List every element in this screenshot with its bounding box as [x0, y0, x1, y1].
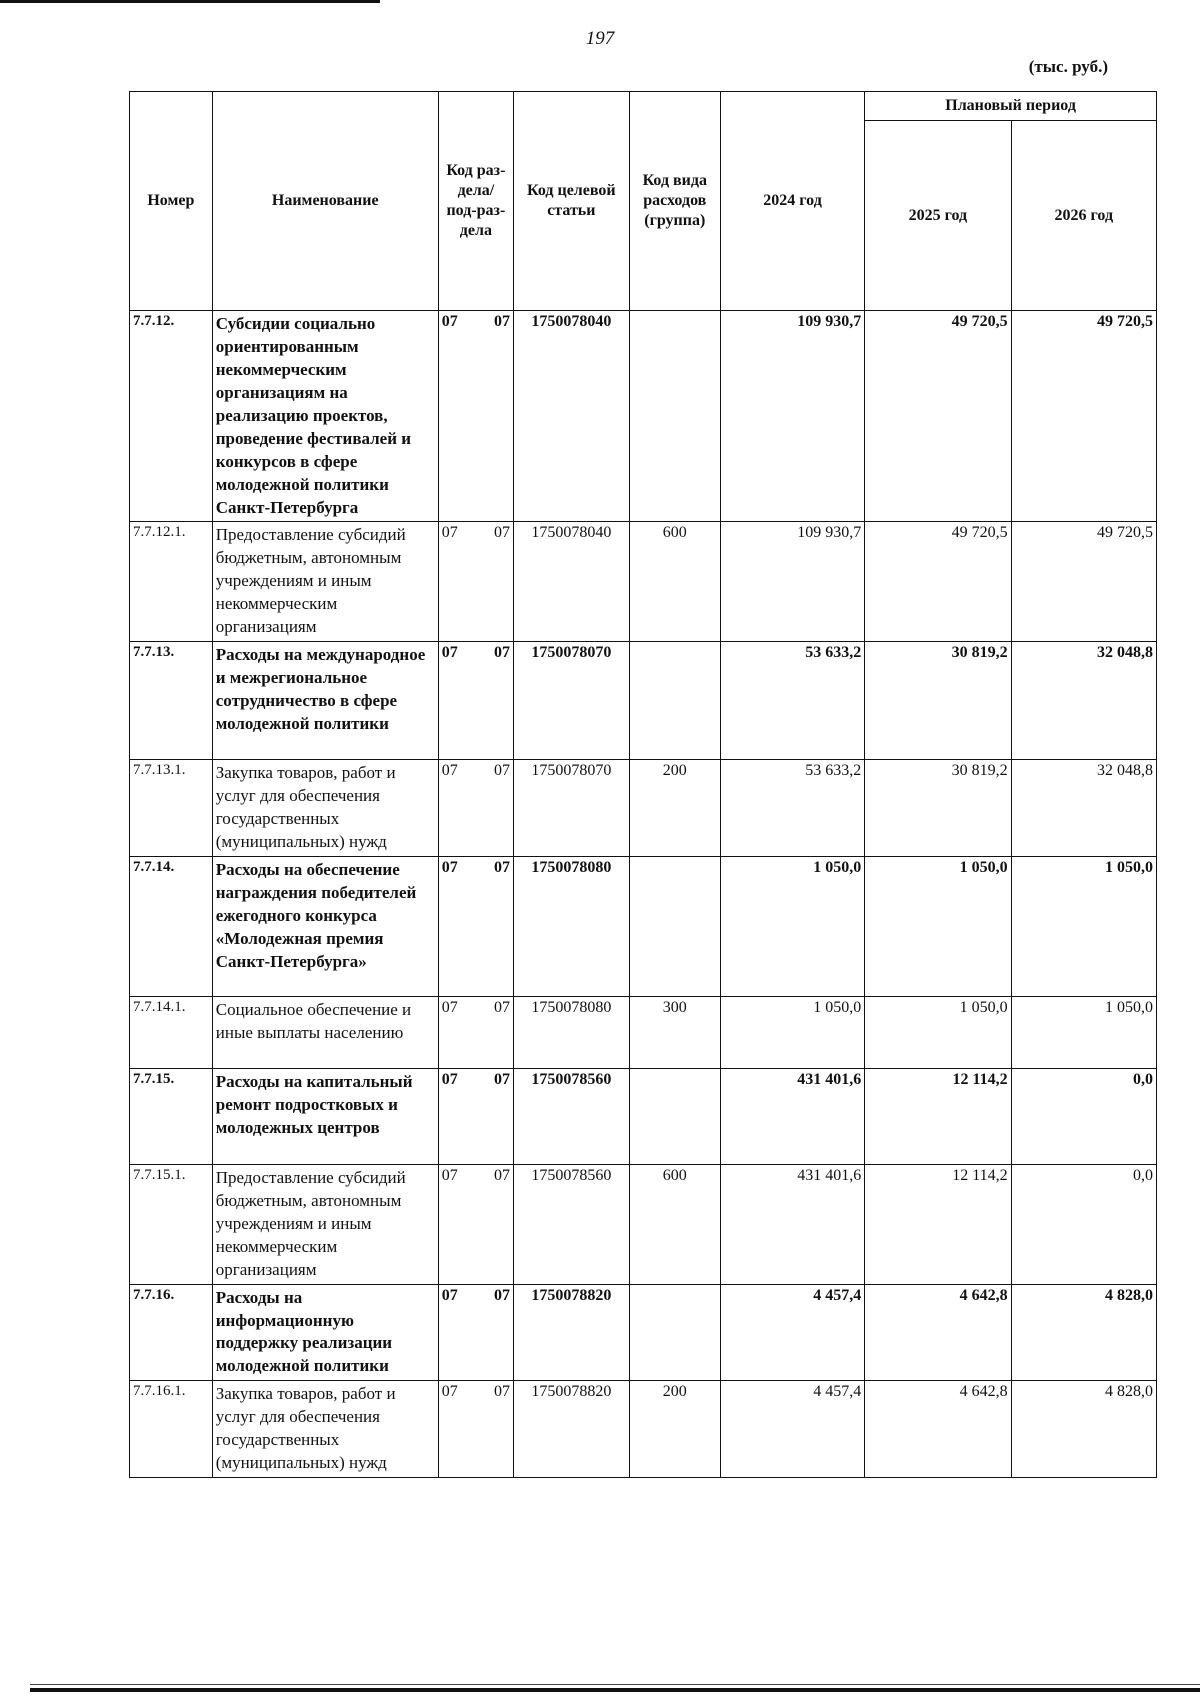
row-number: 7.7.15.	[130, 1068, 213, 1164]
row-section-code	[438, 1284, 513, 1381]
table-row	[130, 1284, 1157, 1381]
row-value-2025: 49 720,5	[865, 311, 1011, 522]
row-number: 7.7.14.1.	[130, 996, 213, 1068]
table-row	[130, 856, 1157, 996]
row-section-code	[438, 856, 513, 996]
row-expense-group	[629, 856, 720, 996]
budget-table	[129, 91, 1157, 1478]
bottom-rule-thin	[30, 1684, 1200, 1685]
header-year-2024: 2024 год	[720, 92, 864, 311]
row-expense-group	[629, 311, 720, 522]
header-number: Номер	[130, 92, 213, 311]
row-value-2024: 109 930,7	[720, 522, 864, 642]
row-section: 07	[441, 524, 458, 542]
row-section-code	[438, 522, 513, 642]
row-subsection: 07	[494, 1070, 511, 1088]
row-name: Расходы на международное и межрегиональное сотрудничество в сфере молодежной политики	[212, 642, 438, 760]
row-number: 7.7.12.1.	[130, 522, 213, 642]
row-value-2025: 4 642,8	[865, 1284, 1011, 1381]
row-expense-group: 200	[629, 760, 720, 857]
bottom-rule	[30, 1688, 1200, 1692]
row-section-code	[438, 1068, 513, 1164]
row-value-2026: 4 828,0	[1011, 1284, 1156, 1381]
row-expense-group: 600	[629, 1164, 720, 1284]
row-value-2026: 1 050,0	[1011, 856, 1156, 996]
table-row	[130, 760, 1157, 857]
row-section: 07	[441, 313, 458, 330]
row-value-2025: 12 114,2	[865, 1164, 1011, 1284]
row-name: Расходы на обеспечение награждения победителей ежегодного конкурса «Молодежная премия Санкт-Петербурга»	[212, 856, 438, 996]
row-subsection: 07	[494, 1383, 511, 1401]
row-name: Закупка товаров, работ и услуг для обеспечения государственных (муниципальных) нужд	[212, 1381, 438, 1478]
row-value-2024: 431 401,6	[720, 1164, 864, 1284]
row-target-code: 1750078040	[514, 522, 630, 642]
row-name: Субсидии социально ориентированным некоммерческим организациям на реализацию проектов, проведение фестивалей и конкурсов в сфере молодежной политики Санкт-Петербурга	[212, 311, 438, 522]
row-expense-group: 200	[629, 1381, 720, 1478]
row-section: 07	[441, 1070, 458, 1088]
top-rule	[0, 0, 380, 3]
row-section-code	[438, 760, 513, 857]
row-target-code: 1750078070	[514, 642, 630, 760]
row-subsection: 07	[494, 644, 511, 662]
row-number: 7.7.14.	[130, 856, 213, 996]
row-number: 7.7.16.1.	[130, 1381, 213, 1478]
row-value-2025: 1 050,0	[865, 996, 1011, 1068]
header-year-2026: 2026 год	[1011, 121, 1156, 311]
row-name: Расходы на капитальный ремонт подростковых и молодежных центров	[212, 1068, 438, 1164]
row-value-2024: 4 457,4	[720, 1381, 864, 1478]
row-value-2025: 12 114,2	[865, 1068, 1011, 1164]
row-section-code	[438, 996, 513, 1068]
header-target-code: Код целевой статьи	[514, 92, 630, 311]
row-section: 07	[441, 1166, 458, 1184]
row-section-code	[438, 311, 513, 522]
row-subsection: 07	[494, 762, 511, 780]
row-name: Предоставление субсидий бюджетным, автономным учреждениям и иным некоммерческим организациям	[212, 1164, 438, 1284]
row-value-2024: 53 633,2	[720, 642, 864, 760]
row-target-code: 1750078080	[514, 996, 630, 1068]
table-row	[130, 996, 1157, 1068]
row-subsection: 07	[494, 858, 511, 876]
row-section-code	[438, 642, 513, 760]
header-name: Наименование	[212, 92, 438, 311]
row-value-2025: 30 819,2	[865, 642, 1011, 760]
row-target-code: 1750078820	[514, 1284, 630, 1381]
row-value-2024: 1 050,0	[720, 996, 864, 1068]
row-expense-group: 300	[629, 996, 720, 1068]
row-value-2024: 431 401,6	[720, 1068, 864, 1164]
header-planned-period: Плановый период	[865, 92, 1157, 121]
header-expense-type: Код вида расходов (группа)	[629, 92, 720, 311]
table-row	[130, 311, 1157, 522]
row-section: 07	[441, 644, 458, 662]
row-expense-group	[629, 1284, 720, 1381]
row-value-2025: 4 642,8	[865, 1381, 1011, 1478]
row-section: 07	[441, 858, 458, 876]
row-value-2026: 1 050,0	[1011, 996, 1156, 1068]
row-value-2026: 49 720,5	[1011, 311, 1156, 522]
row-expense-group	[629, 642, 720, 760]
row-expense-group: 600	[629, 522, 720, 642]
row-value-2026: 4 828,0	[1011, 1381, 1156, 1478]
row-value-2026: 49 720,5	[1011, 522, 1156, 642]
row-number: 7.7.13.1.	[130, 760, 213, 857]
table-row	[130, 1164, 1157, 1284]
row-section: 07	[441, 762, 458, 780]
row-subsection: 07	[494, 1286, 511, 1304]
row-value-2025: 1 050,0	[865, 856, 1011, 996]
row-number: 7.7.13.	[130, 642, 213, 760]
row-value-2026: 32 048,8	[1011, 760, 1156, 857]
row-value-2024: 4 457,4	[720, 1284, 864, 1381]
header-section-code: Код раз-дела/ под-раз-дела	[438, 92, 513, 311]
row-section: 07	[441, 1286, 458, 1304]
table-row	[130, 642, 1157, 760]
row-section-code	[438, 1164, 513, 1284]
row-expense-group	[629, 1068, 720, 1164]
row-section-code	[438, 1381, 513, 1478]
header-year-2025: 2025 год	[865, 121, 1011, 311]
table-body	[130, 311, 1157, 1478]
row-value-2024: 53 633,2	[720, 760, 864, 857]
header-row-top	[130, 92, 1157, 121]
row-subsection: 07	[494, 998, 511, 1016]
row-section: 07	[441, 1383, 458, 1401]
table-row	[130, 522, 1157, 642]
row-target-code: 1750078560	[514, 1068, 630, 1164]
row-subsection: 07	[494, 313, 511, 330]
row-target-code: 1750078070	[514, 760, 630, 857]
page-number: 197	[585, 28, 615, 49]
row-value-2026: 0,0	[1011, 1068, 1156, 1164]
row-target-code: 1750078040	[514, 311, 630, 522]
table-row	[130, 1068, 1157, 1164]
row-number: 7.7.12.	[130, 311, 213, 522]
row-target-code: 1750078820	[514, 1381, 630, 1478]
row-target-code: 1750078560	[514, 1164, 630, 1284]
row-number: 7.7.15.1.	[130, 1164, 213, 1284]
row-section: 07	[441, 998, 458, 1016]
row-value-2026: 32 048,8	[1011, 642, 1156, 760]
row-value-2025: 30 819,2	[865, 760, 1011, 857]
row-value-2025: 49 720,5	[865, 522, 1011, 642]
row-value-2024: 109 930,7	[720, 311, 864, 522]
table-row	[130, 1381, 1157, 1478]
row-subsection: 07	[494, 524, 511, 542]
row-subsection: 07	[494, 1166, 511, 1184]
row-name: Социальное обеспечение и иные выплаты населению	[212, 996, 438, 1068]
row-target-code: 1750078080	[514, 856, 630, 996]
row-value-2024: 1 050,0	[720, 856, 864, 996]
row-name: Предоставление субсидий бюджетным, автономным учреждениям и иным некоммерческим организациям	[212, 522, 438, 642]
row-name: Закупка товаров, работ и услуг для обеспечения государственных (муниципальных) нужд	[212, 760, 438, 857]
row-value-2026: 0,0	[1011, 1164, 1156, 1284]
row-name: Расходы на информационную поддержку реализации молодежной политики	[212, 1284, 438, 1381]
units-label: (тыс. руб.)	[1028, 57, 1108, 76]
row-number: 7.7.16.	[130, 1284, 213, 1381]
